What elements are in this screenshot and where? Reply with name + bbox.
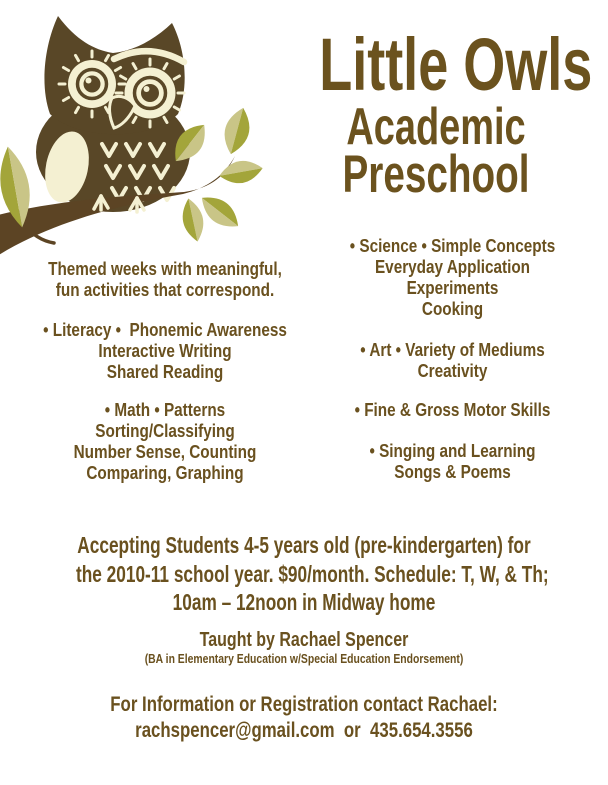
contact-heading-line: For Information or Registration contact Rachael:: [110, 693, 498, 716]
teacher-credentials: [61, 651, 547, 666]
activity-line: Comparing, Graphing: [86, 463, 244, 483]
enrollment-line: 10am – 12noon in Midway home: [172, 589, 436, 615]
contact-info-line: rachspencer@gmail.com or 435.654.3556: [135, 719, 473, 742]
activity-line: • Math • Patterns: [104, 400, 226, 420]
enrollment-line: the 2010-11 school year. $90/month. Schedule: T, W, & Th;: [76, 560, 549, 587]
contact-info: [61, 719, 547, 743]
activity-line: Songs & Poems: [394, 462, 511, 482]
right-column: [305, 0, 600, 785]
intro-line: Themed weeks with meaningful,: [48, 259, 282, 279]
contact-heading: [61, 693, 547, 717]
activity-line: • Science • Simple Concepts: [349, 236, 556, 256]
activity-line: • Art • Variety of Mediums: [360, 340, 545, 360]
activity-line: Shared Reading: [106, 362, 224, 382]
art-block: [327, 340, 578, 382]
singing-block: [327, 441, 578, 483]
activity-line: Number Sense, Counting: [73, 442, 257, 462]
activity-line: • Literacy • Phonemic Awareness: [43, 320, 287, 340]
enrollment-block: [76, 531, 549, 617]
flyer-subtitle-academic: Academic: [346, 98, 526, 156]
activity-line: Interactive Writing: [98, 341, 232, 361]
activity-line: Cooking: [421, 299, 484, 319]
activity-line: Everyday Application: [374, 257, 531, 277]
teacher-name-line: Taught by Rachael Spencer: [199, 629, 409, 651]
motor-skills-block: [327, 400, 578, 421]
literacy-block: [33, 320, 297, 383]
flyer-subtitle-preschool: Preschool: [342, 145, 530, 204]
flyer-title: Little Owls: [319, 23, 593, 106]
intro-block: [33, 259, 297, 301]
activity-line: Sorting/Classifying: [95, 421, 235, 441]
teacher-name: [61, 629, 547, 651]
activity-line: • Singing and Learning: [369, 441, 536, 461]
left-column: [10, 0, 320, 785]
enrollment-line: Accepting Students 4-5 years old (pre-kindergarten) for: [77, 532, 531, 558]
activity-line: Experiments: [406, 278, 499, 298]
activity-line: • Fine & Gross Motor Skills: [354, 400, 551, 420]
math-block: [33, 400, 297, 484]
intro-line: fun activities that correspond.: [55, 280, 275, 300]
science-block: [327, 236, 578, 320]
activity-line: Creativity: [417, 361, 488, 381]
teacher-credentials-line: (BA in Elementary Education w/Special Education Endorsement): [144, 651, 464, 666]
